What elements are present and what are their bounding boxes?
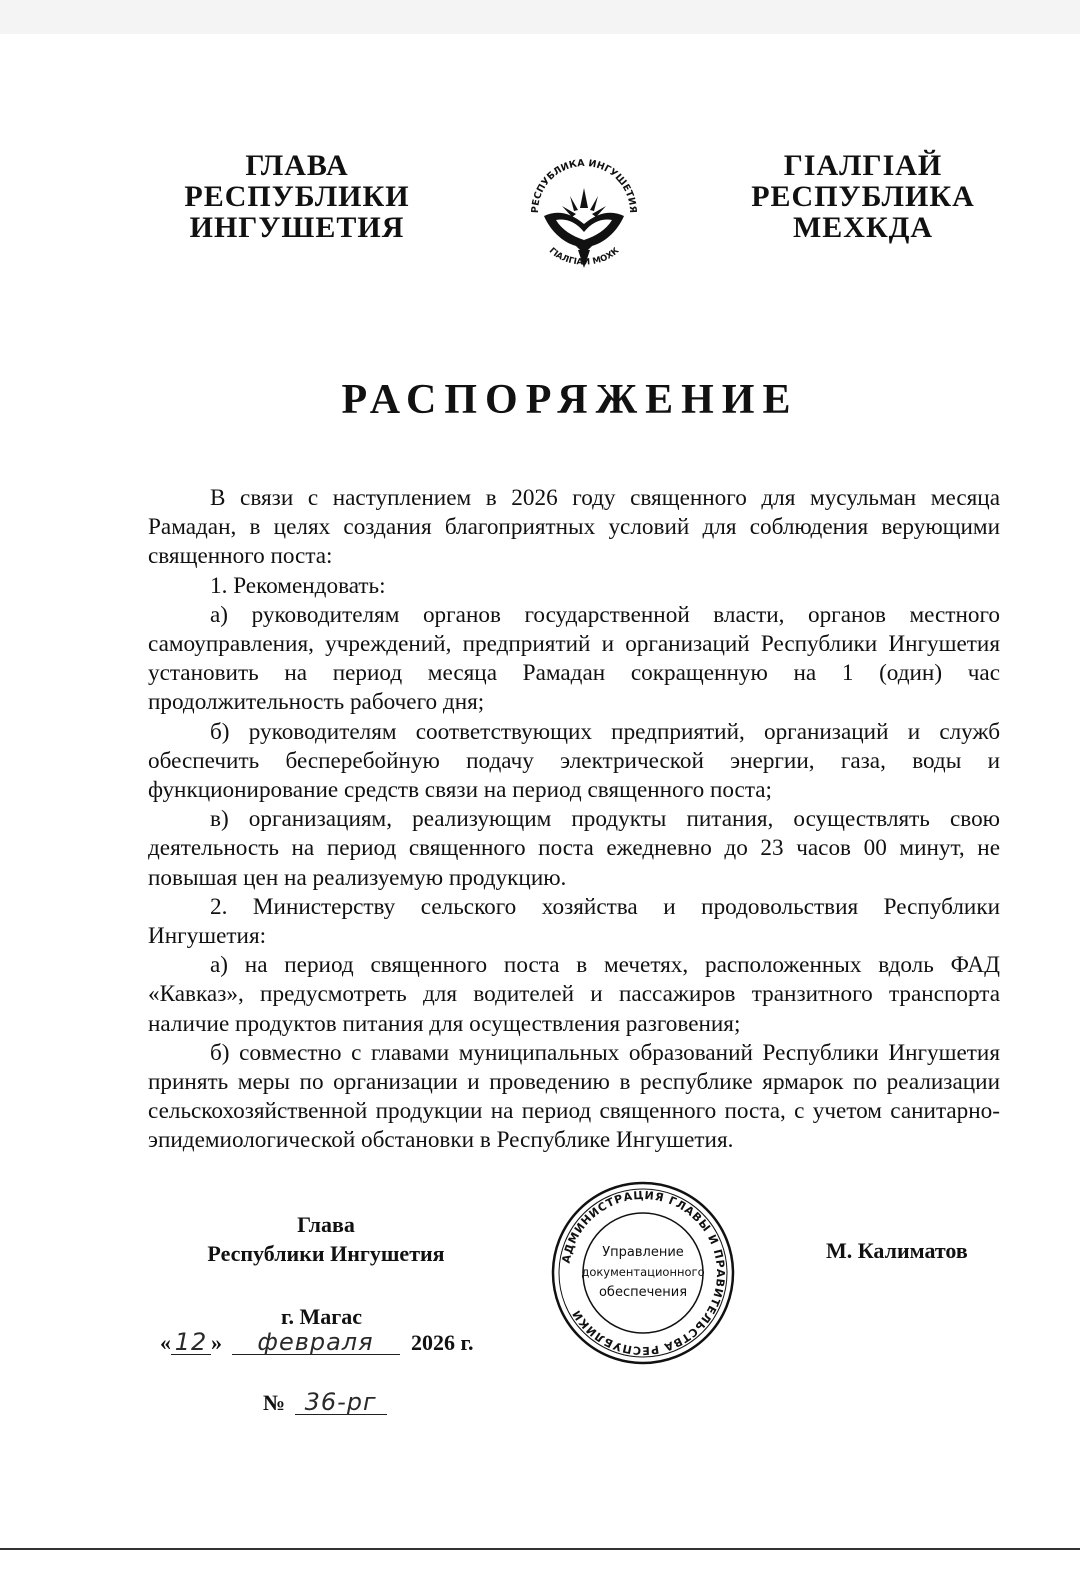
- header-right-line: РЕСПУБЛИКА: [751, 180, 975, 213]
- document-body: [148, 484, 1000, 1156]
- body-paragraph: 1. Рекомендовать:: [210, 572, 386, 599]
- date-close-quote: »: [211, 1330, 222, 1355]
- date-year: 2026 г.: [411, 1330, 474, 1355]
- body-paragraph: а) руководителям органов государственной власти, органов местного самоуправления, учреждений, предприятий и организаций Республики Ингушетия установить на период месяца Рамадан сокращенную на 1 (один) час продолжительность рабочего дня;: [148, 601, 1000, 716]
- header-left-title: [180, 150, 414, 243]
- stamp-center-line: обеспечения: [598, 1285, 688, 1300]
- document-title: РАСПОРЯЖЕНИЕ: [341, 377, 799, 423]
- body-paragraph: в) организациям, реализующим продукты питания, осуществлять свою деятельность на период священного поста ежедневно до 23 часов 00 минут, не повышая цен на реализуемую продукцию.: [148, 806, 1000, 891]
- signatory-post: [178, 1210, 474, 1268]
- date-day: 12: [171, 1330, 211, 1355]
- date-month: февраля: [232, 1330, 400, 1355]
- stamp-center-line: Управление: [602, 1245, 684, 1260]
- header-left-line: ГЛАВА: [245, 149, 349, 182]
- place-of-signing: г. Магас: [281, 1304, 363, 1329]
- document-number: [263, 1390, 387, 1416]
- body-paragraph: а) на период священного поста в мечетях, расположенных вдоль ФАД «Кавказ», предусмотреть для водителей и пассажиров транзитного транспорта наличие продуктов питания для осуществления разговения;: [148, 952, 1000, 1037]
- stamp-ring-text: АДМИНИСТРАЦИЯ ГЛАВЫ И ПРАВИТЕЛЬСТВА РЕСПУБЛИКИ: [559, 1188, 728, 1358]
- header-left-line: ИНГУШЕТИЯ: [189, 211, 405, 244]
- document-page: [0, 34, 1080, 1580]
- body-paragraph: 2. Министерству сельского хозяйства и продовольствия Республики Ингушетия:: [148, 893, 1000, 950]
- header-right-line: ГIАЛГIАЙ: [783, 149, 943, 182]
- header-right-line: МЕХКДА: [792, 211, 934, 244]
- date-open-quote: «: [160, 1330, 171, 1355]
- signatory-name: М. Калиматов: [826, 1238, 968, 1263]
- header-right-title: [750, 150, 976, 243]
- signatory-post-line: Глава: [297, 1212, 355, 1237]
- signatory-post-line: Республики Ингушетия: [207, 1241, 445, 1266]
- emblem-bottom-text: ГIАЛГIАЙ МОХК: [546, 245, 622, 268]
- number-value: 36-рг: [295, 1390, 387, 1415]
- official-stamp-icon: [548, 1178, 738, 1368]
- body-paragraph: б) совместно с главами муниципальных образований Республики Ингушетия принять меры по организации и проведению в республике ярмарок по реализации сельскохозяйственной продукции на период священного поста, с учетом санитарно-эпидемиологической обстановки в Республике Ингушетия.: [148, 1039, 1000, 1154]
- document-date: [160, 1330, 474, 1356]
- header-left-line: РЕСПУБЛИКИ: [184, 180, 410, 213]
- body-paragraph: б) руководителям соответствующих предприятий, организаций и служб обеспечить бесперебойную подачу электрической энергии, газа, воды и функционирование средств связи на период священного поста;: [148, 718, 1000, 804]
- number-label: №: [263, 1390, 286, 1415]
- body-paragraph: В связи с наступлением в 2026 году священного для мусульман месяца Рамадан, в целях создания благоприятных условий для соблюдения верующими священного поста:: [148, 485, 1000, 570]
- emblem-top-text: РЕСПУБЛИКА ИНГУШЕТИЯ: [529, 157, 639, 214]
- republic-emblem-icon: [526, 150, 642, 284]
- scan-bottom-edge: [0, 1548, 1080, 1550]
- stamp-center-line: документационного: [581, 1265, 705, 1279]
